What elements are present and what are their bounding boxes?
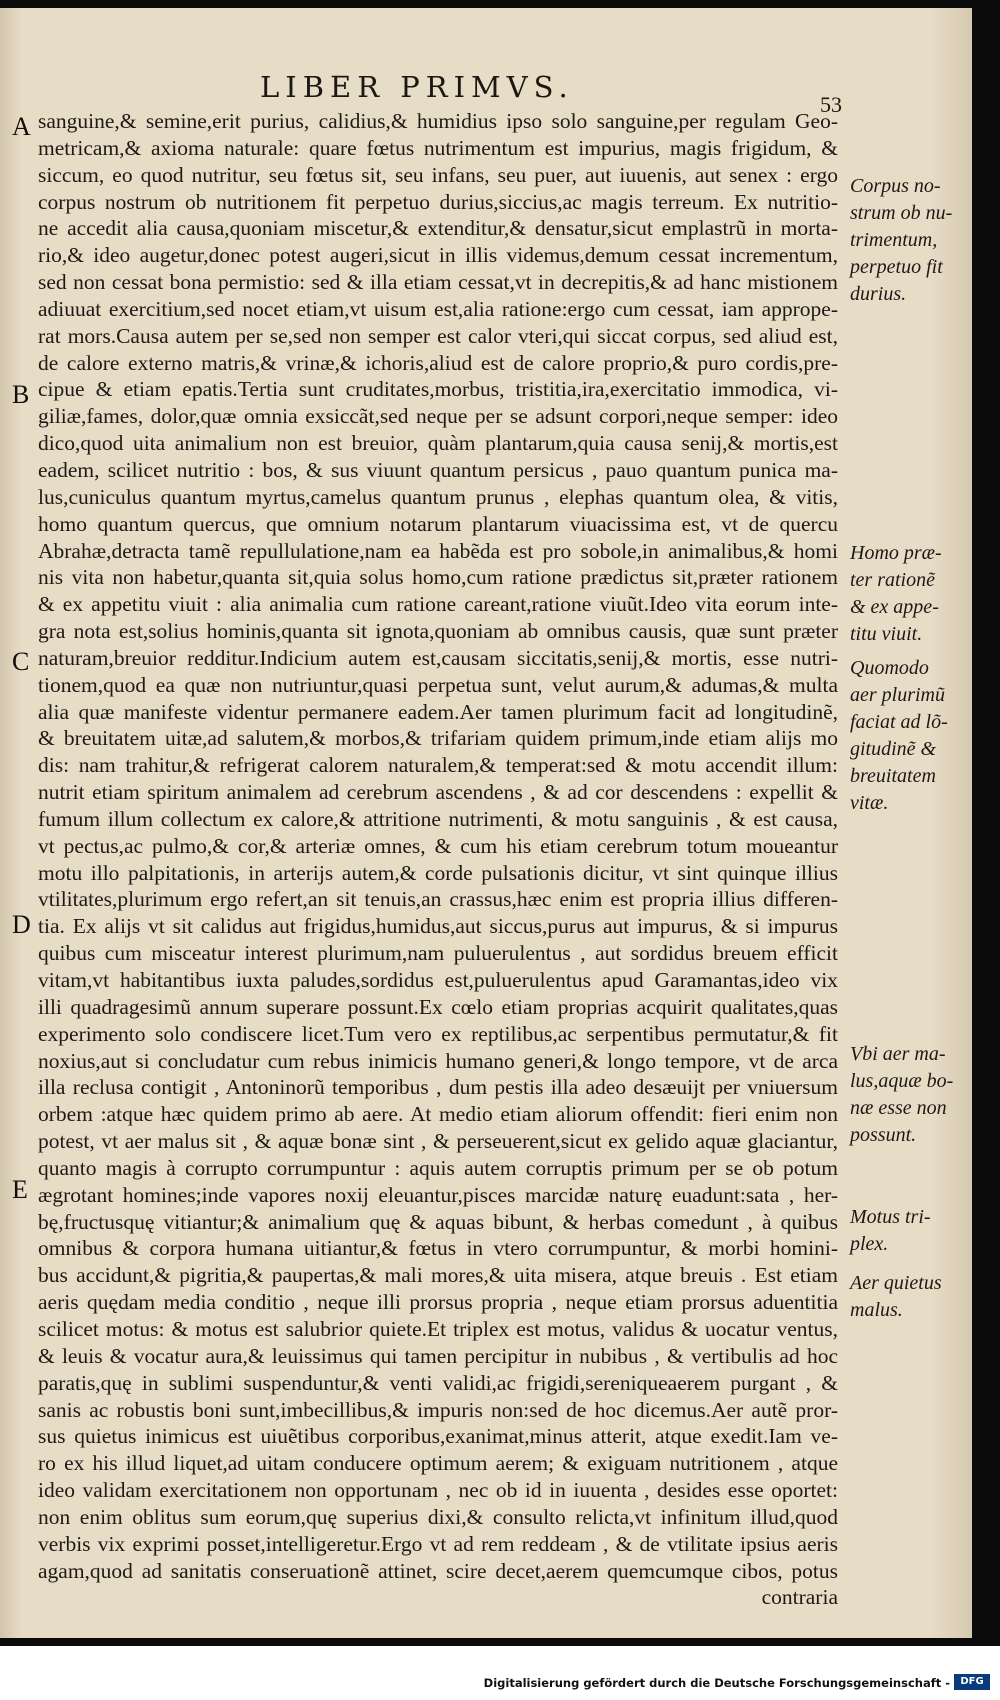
dfg-logo: DFG — [954, 1674, 990, 1690]
marginal-note — [850, 540, 970, 648]
note-line: durius. — [850, 283, 907, 305]
text-line: sed non cessat bona permistio: sed & illa etiam cessat,vt in decrepitis,& ad hanc mistionem — [38, 270, 838, 295]
text-line: gra nota est,solius hominis,quanta sit ignota,quoniam ab omnibus causis, quæ sunt præter — [38, 619, 838, 644]
note-line: vitæ. — [850, 792, 889, 814]
text-line: fumum illum collectum ex calore,& attritione nutrimenti, & motu sanguinis , & est causa, — [38, 806, 838, 831]
text-line: ægrotant homines;inde vapores noxij eleuantur,pisces marcidæ naturę euadunt:sata , her- — [38, 1182, 838, 1207]
note-line: possunt. — [850, 1124, 917, 1146]
text-line: bus accidunt,& pigritia,& paupertas,& mali mores,& uita misera, atque breuis . Est etiam — [38, 1263, 838, 1288]
text-line: noxius,aut si concludatur cum rebus inimicis humano generi,& longo tempore, vt de arca — [38, 1048, 838, 1073]
body-text — [38, 108, 838, 1611]
text-line: rat mors.Causa autem per se,sed non semper est calor vteri,qui siccat corpus, sed aliud est, — [38, 323, 838, 348]
text-line: bę,fructusquę vitiantur;& animalium quę & aquas bibunt, & herbas comedunt , à quibus — [38, 1209, 838, 1234]
note-line: & ex appe- — [850, 596, 939, 618]
section-mark-d: D — [12, 910, 31, 939]
text-line: naturam,breuior redditur.Indicium autem est,causam siccitatis,senij,& mortis, esse nutri- — [38, 645, 838, 670]
text-line: metricam,& axioma naturale: quare fœtus nutrimentum est impurius, magis frigidum, & — [38, 135, 838, 160]
note-line: ter rationẽ — [850, 569, 935, 591]
text-line: orbem :atque hæc quidem primo ab aere. At medio etiam aliorum offendit: fieri enim non — [38, 1102, 838, 1127]
text-line: sus quietus inimicus est uiuẽtibus corporibus,exanimat,minus atterit, atque exedit.Iam ve- — [38, 1424, 838, 1449]
note-line: Aer quietus — [850, 1272, 942, 1294]
note-line: trimentum, — [850, 229, 938, 251]
text-line: verbis vix exprimi posset,intelligeretur.Ergo vt ad rem reddeam , & de vtilitate ipsius aeris — [38, 1531, 838, 1556]
text-line: illa reclusa contigit , Antoninorũ temporibus , dum pestis illa adeo desæuijt per vniuersum — [38, 1075, 838, 1100]
note-line: aer plurimũ — [850, 684, 945, 706]
text-line: vtilitates,plurimum ergo refert,an sit tenuis,an crassus,hæc enim est propria illius differen- — [38, 887, 838, 912]
note-line: titu viuit. — [850, 623, 923, 645]
text-line: dis: nam trahitur,& refrigerat calorem naturalem,& temperat:sed & motu accendit illum: — [38, 753, 838, 778]
text-line: ro ex his illud liquet,ad uitam conducere optimum aerem; & exiguam nutritionem , atque — [38, 1451, 838, 1476]
note-line: Vbi aer ma- — [850, 1043, 946, 1065]
section-mark-a: A — [12, 112, 31, 141]
note-line: Homo præ- — [850, 542, 942, 564]
note-line: faciat ad lõ- — [850, 711, 948, 733]
section-mark-b: B — [12, 380, 30, 409]
text-line: sanguine,& semine,erit purius, calidius,& humidius ipso solo sanguine,per regulam Geo- — [38, 109, 838, 133]
marginal-note — [850, 1270, 970, 1324]
running-title: LIBER PRIMVS. — [260, 70, 574, 104]
text-line: nutrit etiam spiritum animalem ad cerebrum ascendens , & ad cor descendens : expellit & — [38, 780, 838, 805]
marginal-note — [850, 655, 970, 817]
page-number: 53 — [820, 92, 842, 117]
text-line: & ex appetitu viuit : alia animalia cum ratione careant,ratione viuũt.Ideo vita eorum inte- — [38, 592, 838, 617]
funding-notice: Digitalisierung gefördert durch die Deutsche Forschungsgemeinschaft - — [483, 1676, 950, 1690]
text-line: aeris quędam media conditio , neque illi prorsus propria , neque etiam prorsus aduentitia — [38, 1290, 838, 1315]
note-line: perpetuo fit — [850, 256, 943, 278]
text-line: experimento solo condiscere licet.Tum vero ex reptilibus,ac serpentibus permutatur,& fit — [38, 1021, 838, 1046]
text-line: siccum, eo quod nutritur, seu fœtus sit, seu infans, seu puer, aut iuuenis, aut senex : ergo — [38, 162, 838, 187]
note-line: lus,aquæ bo- — [850, 1070, 954, 1092]
text-line: ne accedit alia causa,quoniam miscetur,& extenditur,& densatur,sicut emplastrũ in morta- — [38, 216, 838, 241]
text-line: quanto magis à corrupto corrumpuntur : aquis autem corruptis primum per se ob potum — [38, 1155, 838, 1180]
text-line: agam,quod ad sanitatis conseruationẽ attinet, scire decet,aerem quemcumque cibos, potus — [38, 1558, 838, 1583]
note-line: breuitatem — [850, 765, 936, 787]
note-line: Motus tri- — [850, 1206, 931, 1228]
text-line: eadem, scilicet nutritio : bos, & sus viuunt quantum persicus , pauo quantum punica ma- — [38, 457, 838, 482]
text-line: cipue & etiam epatis.Tertia sunt cruditates,morbus, tristitia,ira,exercitatio immodica, vi- — [38, 377, 838, 402]
text-line: dico,quod uita animalium non est breuior, quàm plantarum,quia causa senij,& mortis,est — [38, 431, 838, 456]
section-mark-e: E — [12, 1175, 28, 1204]
text-line: & breuitatem uitæ,ad salutem,& morbos,& trifariam quidem primum,inde etiam alijs mo — [38, 726, 838, 751]
text-line: adiuuat exercitium,sed nocet etiam,vt uisum est,alia ratione:ergo cum cessat, iam apprope- — [38, 296, 838, 321]
note-line: næ esse non — [850, 1097, 947, 1119]
text-line: non enim oblitus sum eorum,quę superius dixi,& consulto relicta,vt infinitum illud,quod — [38, 1504, 838, 1529]
text-line: giliæ,fames, dolor,quæ omnia exsiccãt,sed neque per se adsunt corpori,neque semper: ideo — [38, 404, 838, 429]
text-line: tia. Ex alijs vt sit calidus aut frigidus,humidus,aut siccus,purus aut impurus, & si impurus — [38, 914, 838, 939]
note-line: gitudinẽ & — [850, 738, 937, 760]
text-line: nis vita non habetur,quanta sit,quia solus homo,cum ratione prædictus sit,præter rationem — [38, 565, 838, 590]
text-line: omnibus & corpora humana uitiantur,& fœtus in vtero corrumpuntur, & morbi homini- — [38, 1236, 838, 1261]
text-line: vitam,vt habitantibus iuxta paludes,sordidus est,puluerulentus apud Garamantas,ideo vix — [38, 968, 838, 992]
text-line: vt pectus,ac pulmo,& cor,& arteriæ omnes, & cum his etiam cerebrum totum moueantur — [38, 833, 838, 858]
text-line: motu illo palpitationis, in arterijs autem,& corde pulsationis dicitur, vt sint quinque illius — [38, 860, 838, 885]
text-line: sanis ac robustis boni sunt,imbecillibus,& impuris non:sed de hoc dicemus.Aer autẽ pror- — [38, 1397, 838, 1422]
note-line: Corpus no- — [850, 175, 941, 197]
text-line: ideo validam exercitationem non opportunam , nec ob id in iuuenta , desides esse oportet: — [38, 1478, 838, 1503]
book-page — [0, 8, 972, 1638]
text-line: quibus cum misceatur interest plurimum,nam puluerulentus , aut sordidus breuem efficit — [38, 941, 838, 966]
text-line: homo quantum quercus, que omnium notarum plantarum viuacissima est, vt de quercu — [38, 511, 838, 536]
marginal-note — [850, 1041, 970, 1149]
footer-bar — [0, 1646, 1000, 1700]
marginal-note — [850, 173, 970, 308]
note-line: plex. — [850, 1233, 889, 1255]
text-line: & leuis & vocatur aura,& leuissimus qui tamen percipitur in nubibus , & vertibulis ad hoc — [38, 1343, 838, 1368]
note-line: malus. — [850, 1299, 903, 1321]
text-line: Abrahæ,detracta tamẽ repullulatione,nam ea habẽda est pro sobole,in animalibus,& homi — [38, 538, 838, 563]
text-line: lus,cuniculus quantum myrtus,camelus quantum prunus , elephas quantum olea, & vitis, — [38, 484, 838, 509]
text-line: contraria — [761, 1585, 838, 1610]
text-line: tionem,quod ea quæ non nutriuntur,quasi perpetua sunt, velut aurum,& adumas,& multa — [38, 672, 838, 697]
text-line: de calore externo matris,& vrinæ,& ichoris,aliud est de calore proprio,& puro cordis,pre- — [38, 350, 838, 375]
note-line: strum ob nu- — [850, 202, 953, 224]
text-line: alia quæ manifeste videntur permanere eadem.Aer tamen plurimum facit ad longitudinẽ, — [38, 699, 838, 724]
note-line: Quomodo — [850, 657, 929, 679]
text-line: potest, vt aer malus sit , & aquæ bonæ sint , & perseuerent,sicut ex gelido aquæ glaciantur, — [38, 1129, 838, 1154]
text-line: illi quadragesimũ annum superare possunt.Ex cœlo etiam proprias acquirit qualitates,quas — [38, 994, 838, 1019]
text-line: scilicet motus: & motus est salubrior quiete.Et triplex est motus, validus & uocatur ventus, — [38, 1316, 838, 1341]
text-line: rio,& ideo augetur,donec potest augeri,sicut in illis videmus,demum cessat incrementum, — [38, 243, 838, 268]
text-line: corpus nostrum ob nutritionem fit perpetuo durius,siccius,ac magis terreum. Ex nutritio- — [38, 189, 838, 214]
text-line: paratis,quę in sublimi suspenduntur,& venti validi,ac frigidi,sereniqueaerem purgant , & — [38, 1370, 838, 1395]
marginal-note — [850, 1204, 970, 1258]
section-mark-c: C — [12, 647, 30, 676]
